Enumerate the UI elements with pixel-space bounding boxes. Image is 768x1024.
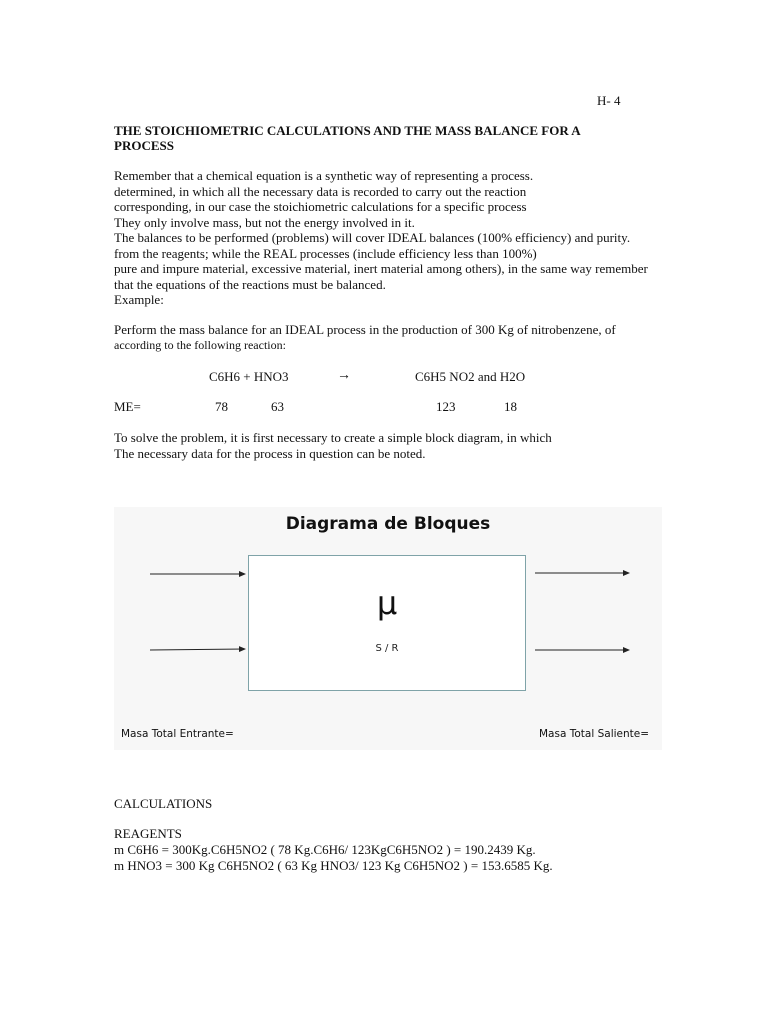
intro-line: The balances to be performed (problems) will cover IDEAL balances (100% efficiency) and purity. [114, 230, 631, 245]
intro-line: determined, in which all the necessary data is recorded to carry out the reaction [114, 183, 527, 199]
problem-paragraph [114, 322, 616, 353]
intro-line: that the equations of the reactions must be balanced. [114, 276, 386, 292]
page-number: H- 4 [597, 93, 621, 108]
document-title: THE STOICHIOMETRIC CALCULATIONS AND THE MASS BALANCE FOR A PROCESS [114, 123, 580, 153]
intro-line: Example: [114, 292, 164, 307]
me-value-c6h6: 78 [215, 399, 228, 414]
me-value-h2o: 18 [504, 399, 517, 414]
block-diagram [114, 507, 662, 750]
intro-line: corresponding, in our case the stoichiometric calculations for a specific process [114, 199, 527, 214]
reaction-arrow: → [337, 368, 351, 383]
reagents-heading: REAGENTS [114, 826, 182, 841]
solve-paragraph [114, 430, 552, 461]
process-block [248, 555, 526, 691]
me-value-hno3: 63 [271, 399, 284, 414]
intro-paragraph [114, 168, 648, 308]
total-in-label: Masa Total Entrante= [121, 728, 234, 740]
reagent-calculations [114, 842, 553, 873]
reaction-products: C6H5 NO2 and H2O [415, 369, 526, 384]
me-label: ME= [114, 399, 141, 414]
process-symbol: μ [376, 584, 398, 622]
intro-line: from the reagents; while the REAL processes (include efficiency less than 100%) [114, 245, 537, 261]
problem-line: Perform the mass balance for an IDEAL process in the production of 300 Kg of nitrobenzene, of [114, 322, 616, 337]
intro-line: Remember that a chemical equation is a synthetic way of representing a process. [114, 168, 534, 183]
intro-line: They only involve mass, but not the energy involved in it. [114, 214, 415, 230]
process-subtitle: S / R [375, 643, 399, 654]
reagent-line: m HNO3 = 300 Kg C6H5NO2 ( 63 Kg HNO3/ 123 Kg C6H5NO2 ) = 153.6585 Kg. [114, 857, 553, 873]
reaction-reactants: C6H6 + HNO3 [209, 369, 289, 384]
solve-line: The necessary data for the process in question can be noted. [114, 445, 426, 461]
reagent-line: m C6H6 = 300Kg.C6H5NO2 ( 78 Kg.C6H6/ 123KgC6H5NO2 ) = 190.2439 Kg. [114, 842, 536, 857]
problem-line: according to the following reaction: [114, 337, 286, 352]
calculations-heading: CALCULATIONS [114, 796, 213, 811]
total-out-label: Masa Total Saliente= [539, 728, 650, 740]
diagram-title: Diagrama de Bloques [285, 514, 491, 534]
me-value-c6h5no2: 123 [436, 399, 456, 414]
solve-line: To solve the problem, it is first necessary to create a simple block diagram, in which [114, 430, 552, 445]
intro-line: pure and impure material, excessive material, inert material among others), in the same way remember [114, 261, 648, 276]
input-arrow-bottom [150, 649, 245, 650]
